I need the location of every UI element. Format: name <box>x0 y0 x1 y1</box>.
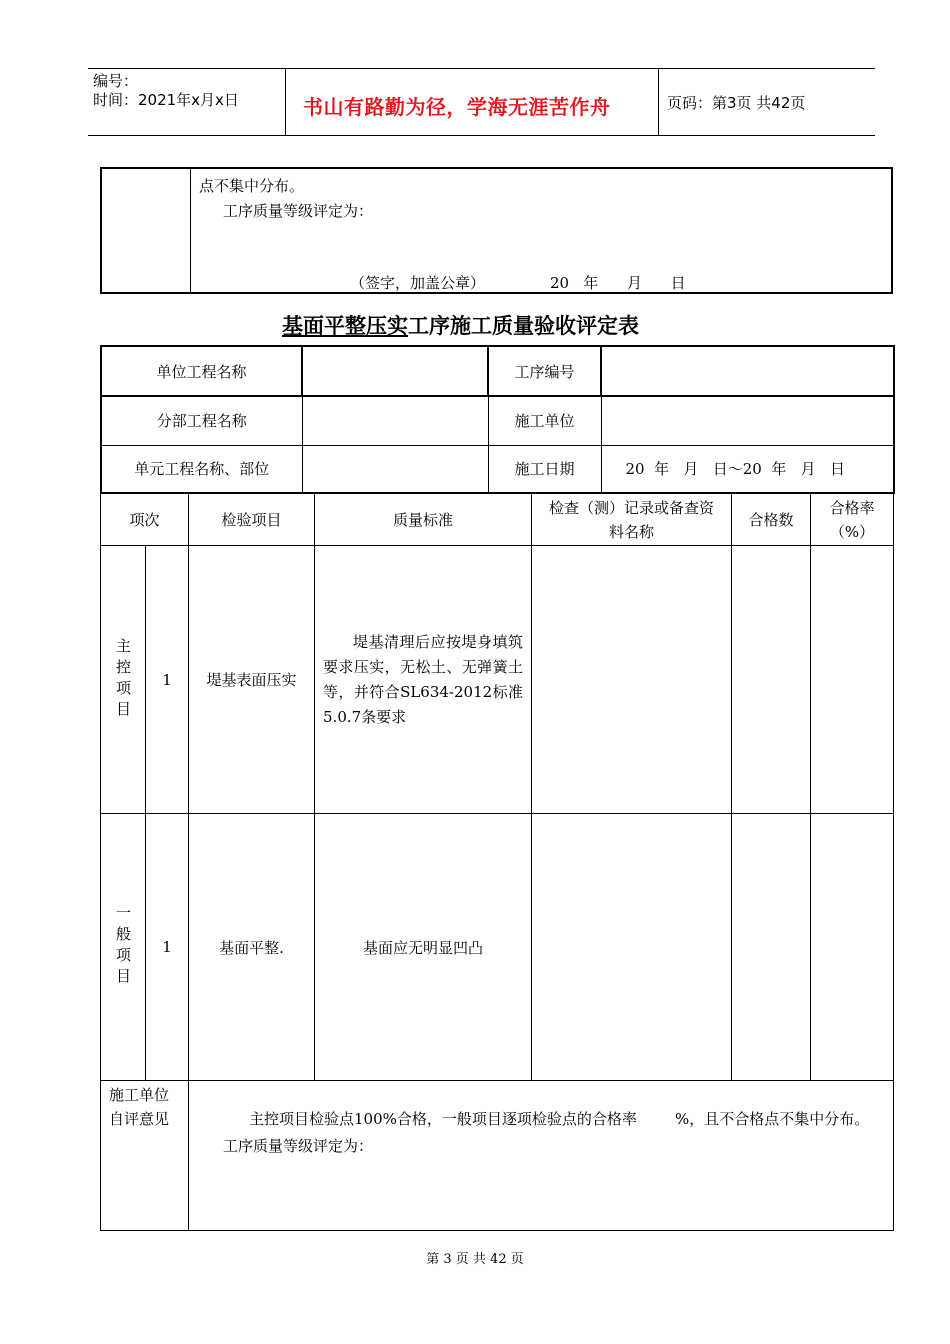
header-time-label: 时间：2021年x月x日 <box>93 91 239 109</box>
general-items-group <box>101 814 146 1081</box>
main-item-name: 堤基表面压实 <box>189 546 315 814</box>
form-title <box>282 310 639 340</box>
col-pass-count: 合格数 <box>732 494 811 546</box>
col-record: 检查（测）记录或备查资料名称 <box>532 494 732 546</box>
unit-project-label: 单位工程名称 <box>101 346 302 396</box>
continuation-divider <box>190 169 191 292</box>
col-pass-rate: 合格率（%） <box>811 494 894 546</box>
unit-project-value[interactable] <box>302 346 488 396</box>
continuation-line-2: 工序质量等级评定为： <box>223 202 374 220</box>
contractor-label: 施工单位 <box>488 396 601 445</box>
main-item-no: 1 <box>146 546 189 814</box>
general-item-pass-rate[interactable] <box>811 814 894 1081</box>
self-eval-row <box>101 1081 894 1231</box>
main-item-row <box>101 546 894 814</box>
col-check-item: 检验项目 <box>189 494 315 546</box>
main-item-standard: 堤基清理后应按堤身填筑要求压实，无松土、无弹簧土等，并符合SL634-2012标准5.0.7条要求 <box>323 632 524 726</box>
continuation-date: 20 年 月 日 <box>550 274 686 292</box>
self-eval-content <box>189 1081 894 1231</box>
header-motto: 书山有路勤为径，学海无涯苦作舟 <box>303 95 611 119</box>
element-label: 单元工程名称、部位 <box>101 445 302 493</box>
self-eval-text: 主控项目检验点100%合格，一般项目逐项检验点的合格率 %，且不合格点不集中分布。 <box>249 1110 870 1128</box>
general-item-pass-count[interactable] <box>732 814 811 1081</box>
continuation-box <box>100 167 893 294</box>
general-item-standard: 基面应无明显凹凸 <box>315 814 532 1081</box>
element-value[interactable] <box>302 445 488 493</box>
header-page-code: 页码：第3页 共42页 <box>667 94 806 112</box>
date-value[interactable]: 20 年 月 日～20 年 月 日 <box>601 445 894 493</box>
general-item-name: 基面平整. <box>189 814 315 1081</box>
date-label: 施工日期 <box>488 445 601 493</box>
main-items-group-label: 主控项目 <box>114 637 132 722</box>
info-table <box>100 345 895 494</box>
form-title-underlined: 基面平整压实 <box>282 313 408 338</box>
header-bottom-rule <box>88 135 875 136</box>
header-top-rule <box>88 68 875 69</box>
division-value[interactable] <box>302 396 488 445</box>
main-item-pass-rate[interactable] <box>811 546 894 814</box>
general-item-no: 1 <box>146 814 189 1081</box>
col-item-no: 项次 <box>101 494 189 546</box>
self-eval-label: 施工单位自评意见 <box>101 1081 189 1231</box>
process-no-label: 工序编号 <box>488 346 601 396</box>
self-eval-grade: 工序质量等级评定为： <box>223 1137 374 1155</box>
footer-page: 第 3 页 共 42 页 <box>426 1252 524 1267</box>
header-divider-left <box>285 68 286 136</box>
general-item-record[interactable] <box>532 814 732 1081</box>
col-standard: 质量标准 <box>315 494 532 546</box>
continuation-line-1: 点不集中分布。 <box>199 177 305 195</box>
main-item-standard-cell <box>315 546 532 814</box>
process-no-value[interactable] <box>601 346 894 396</box>
contractor-value[interactable] <box>601 396 894 445</box>
division-label: 分部工程名称 <box>101 396 302 445</box>
main-item-pass-count[interactable] <box>732 546 811 814</box>
main-items-group <box>101 546 146 814</box>
general-items-group-label: 一般项目 <box>114 905 132 989</box>
inspection-table <box>100 493 894 1231</box>
main-item-record[interactable] <box>532 546 732 814</box>
general-item-row <box>101 814 894 1081</box>
form-title-rest: 工序施工质量验收评定表 <box>408 313 639 338</box>
header-divider-right <box>658 68 659 136</box>
header-number-label: 编号： <box>93 72 139 90</box>
continuation-sign: （签字，加盖公章） <box>350 274 486 292</box>
